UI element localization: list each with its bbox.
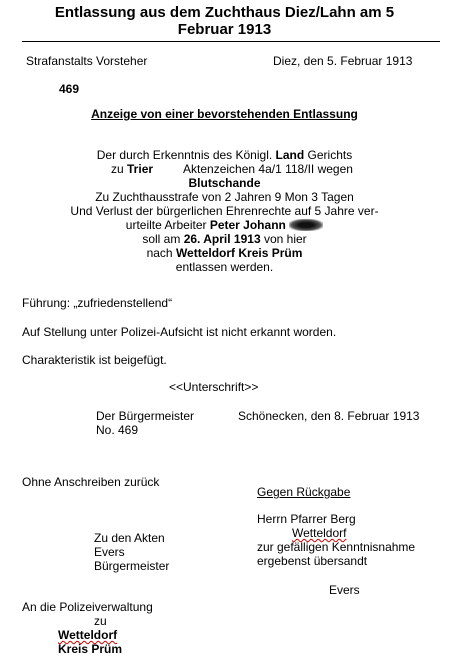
case-number: 469 (59, 82, 80, 96)
body-line-3: Blutschande (188, 176, 261, 190)
mayor-place-date: Schönecken, den 8. Februar 1913 (238, 409, 420, 423)
sender: Strafanstalts Vorsteher (26, 54, 148, 68)
body-line-5: Und Verlust der bürgerlichen Ehrenrechte auf 5 Jahre ver- (70, 204, 379, 218)
subject-line: Anzeige von einer bevorstehenden Entlassung (91, 107, 358, 121)
document-title (0, 4, 449, 38)
title-line-2: Februar 1913 (177, 21, 272, 38)
gegen-heading: Gegen Rückgabe (257, 485, 351, 499)
gegen-signature: Evers (329, 583, 360, 597)
redaction-mark (289, 219, 323, 231)
gegen-line-3: zur gefälligen Kenntnisnahme (257, 540, 416, 554)
akten-line-2: Evers (94, 545, 125, 559)
address-line-2: zu (94, 614, 107, 628)
body-line-8: nach Wetteldorf Kreis Prüm (146, 246, 303, 260)
title-line-1: Entlassung aus dem Zuchthaus Diez/Lahn am 5 (54, 4, 395, 21)
address-line-1: An die Polizeiverwaltung (22, 600, 153, 614)
place-date: Diez, den 5. Februar 1913 (273, 54, 413, 68)
akten-line-1: Zu den Akten (94, 531, 165, 545)
signature-placeholder: <<Unterschrift>> (169, 380, 259, 394)
gegen-line-4: ergebenst übersandt (257, 554, 368, 568)
charakteristik-line: Charakteristik ist beigefügt. (22, 353, 167, 367)
body-line-6: urteilte Arbeiter Peter Johann (0, 218, 449, 232)
address-line-3: Wetteldorf (58, 628, 118, 642)
gegen-line-2: Wetteldorf (292, 526, 347, 540)
akten-line-3: Bürgermeister (94, 559, 170, 573)
return-note: Ohne Anschreiben zurück (22, 475, 160, 489)
gegen-line-1: Herrn Pfarrer Berg (257, 512, 356, 526)
mayor-number: No. 469 (96, 423, 139, 437)
title-rule (22, 41, 440, 42)
body-line-1: Der durch Erkenntnis des Königl. Land Gerichts (96, 148, 353, 162)
body-line-7: soll am 26. April 1913 von hier (142, 232, 307, 246)
address-line-4: Kreis Prüm (58, 642, 123, 656)
body-line-2: zu Trier Aktenzeichen 4a/1 118/II wegen (111, 162, 353, 176)
body-line-9: entlassen werden. (175, 260, 274, 274)
fuehrung-line: Führung: „zufriedenstellend“ (22, 296, 173, 310)
polizei-line: Auf Stellung unter Polizei-Aufsicht ist nicht erkannt worden. (22, 325, 337, 339)
body-line-4: Zu Zuchthausstrafe von 2 Jahren 9 Mon 3 Tagen (95, 190, 354, 204)
mayor-title: Der Bürgermeister (96, 409, 195, 423)
